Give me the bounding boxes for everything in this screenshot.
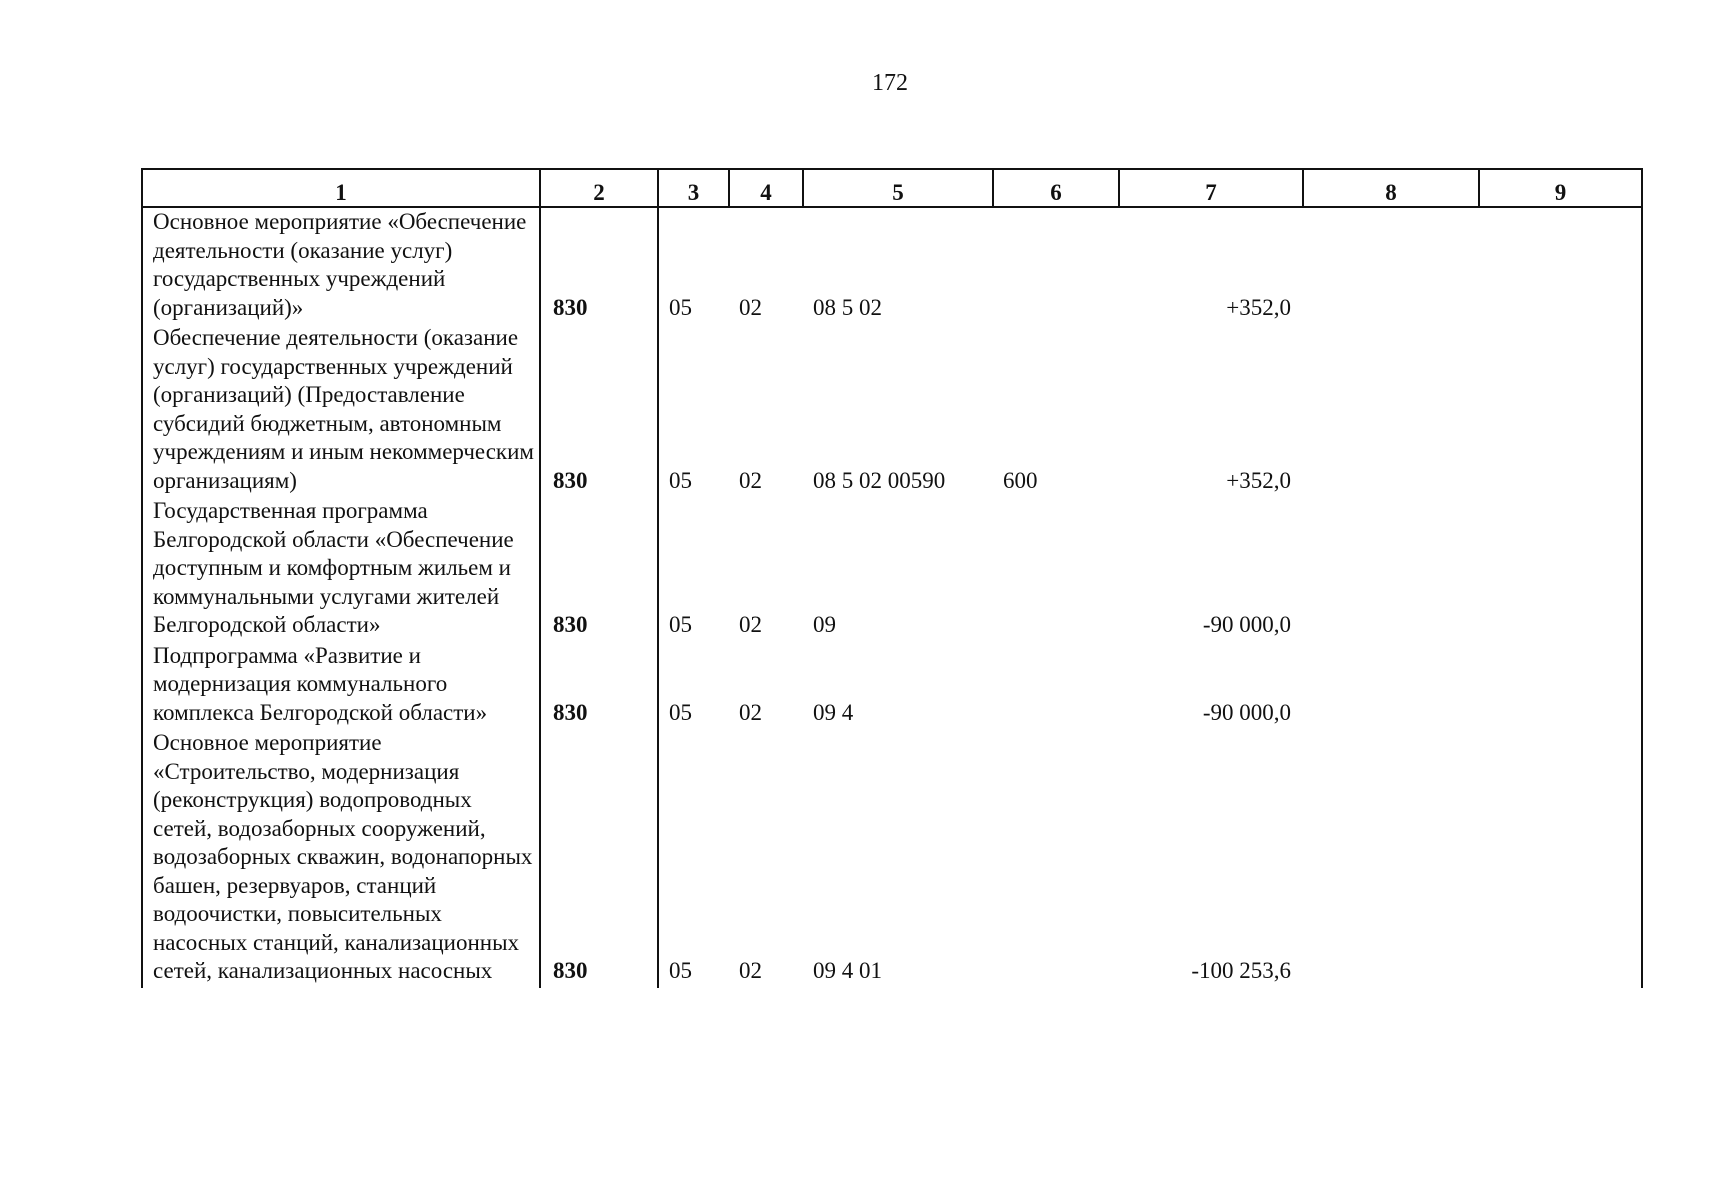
- row-target-article: 08 5 02 00590: [813, 467, 946, 493]
- row-code: 830: [540, 642, 658, 730]
- header-col-5: 5: [803, 169, 993, 207]
- row-code: 830: [540, 729, 658, 988]
- table-row: [142, 324, 1642, 497]
- row-amount: -100 253,6: [1191, 958, 1291, 983]
- row-section: 05: [669, 958, 692, 983]
- row-target-article: 09 4: [813, 699, 854, 725]
- table-row: [142, 497, 1642, 642]
- row-expense-type: [993, 642, 1119, 730]
- row-col-8: [1303, 207, 1479, 324]
- header-row: [142, 169, 1642, 207]
- row-section: 05: [669, 699, 692, 725]
- row-col-8: [1303, 497, 1479, 642]
- budget-table: [141, 168, 1643, 988]
- row-code: 830: [540, 207, 658, 324]
- row-col-9: [1479, 497, 1642, 642]
- row-expense-type: [993, 207, 1119, 324]
- row-name: Обеспечение деятельности (оказание услуг) государственных учреждений (организаций) (Предоставление субсидий бюджетным, автономным учреждениям и иным некоммерческим организациям): [142, 324, 540, 497]
- row-col-8: [1303, 324, 1479, 497]
- row-col-8: [1303, 729, 1479, 988]
- table-row: [142, 729, 1642, 988]
- header-col-8: 8: [1303, 169, 1479, 207]
- table-row: [142, 207, 1642, 324]
- budget-table-container: [141, 168, 1641, 1100]
- page-number: 172: [872, 70, 908, 96]
- row-amount: +352,0: [1226, 294, 1291, 320]
- row-code: 830: [540, 497, 658, 642]
- row-name: Основное мероприятие «Строительство, модернизация (реконструкция) водопроводных сетей, водозаборных сооружений, водозаборных скважин, водонапорных башен, резервуаров, станций водоочистки, повысительных насосных станций, канализационных сетей, канализационных насосных: [142, 729, 540, 988]
- header-col-6: 6: [993, 169, 1119, 207]
- row-col-9: [1479, 207, 1642, 324]
- row-amount: -90 000,0: [1202, 612, 1291, 637]
- header-col-9: 9: [1479, 169, 1642, 207]
- row-target-article: 09: [813, 612, 836, 637]
- row-code: 830: [540, 324, 658, 497]
- row-name: Основное мероприятие «Обеспечение деятельности (оказание услуг) государственных учреждений (организаций)»: [142, 207, 540, 324]
- row-expense-type: [993, 729, 1119, 988]
- row-expense-type: 600: [1003, 467, 1038, 493]
- row-section: 05: [669, 612, 692, 637]
- row-col-8: [1303, 642, 1479, 730]
- row-col-9: [1479, 729, 1642, 988]
- row-section: 05: [669, 467, 692, 493]
- row-col-9: [1479, 642, 1642, 730]
- header-col-1: 1: [142, 169, 540, 207]
- row-target-article: 09 4 01: [813, 958, 882, 983]
- row-col-9: [1479, 324, 1642, 497]
- header-col-2: 2: [540, 169, 658, 207]
- row-subsection: 02: [739, 294, 762, 320]
- row-expense-type: [993, 497, 1119, 642]
- row-subsection: 02: [739, 699, 762, 725]
- row-subsection: 02: [739, 467, 762, 493]
- header-col-4: 4: [729, 169, 803, 207]
- row-amount: +352,0: [1226, 467, 1291, 493]
- header-col-3: 3: [658, 169, 729, 207]
- row-subsection: 02: [739, 612, 762, 637]
- row-target-article: 08 5 02: [813, 294, 882, 320]
- row-name: Государственная программа Белгородской области «Обеспечение доступным и комфортным жильем и коммунальными услугами жителей Белгородской области»: [142, 497, 540, 642]
- row-name: Подпрограмма «Развитие и модернизация коммунального комплекса Белгородской области»: [142, 642, 540, 730]
- row-section: 05: [669, 294, 692, 320]
- row-amount: -90 000,0: [1202, 699, 1291, 725]
- row-subsection: 02: [739, 958, 762, 983]
- header-col-7: 7: [1119, 169, 1303, 207]
- table-row: [142, 642, 1642, 730]
